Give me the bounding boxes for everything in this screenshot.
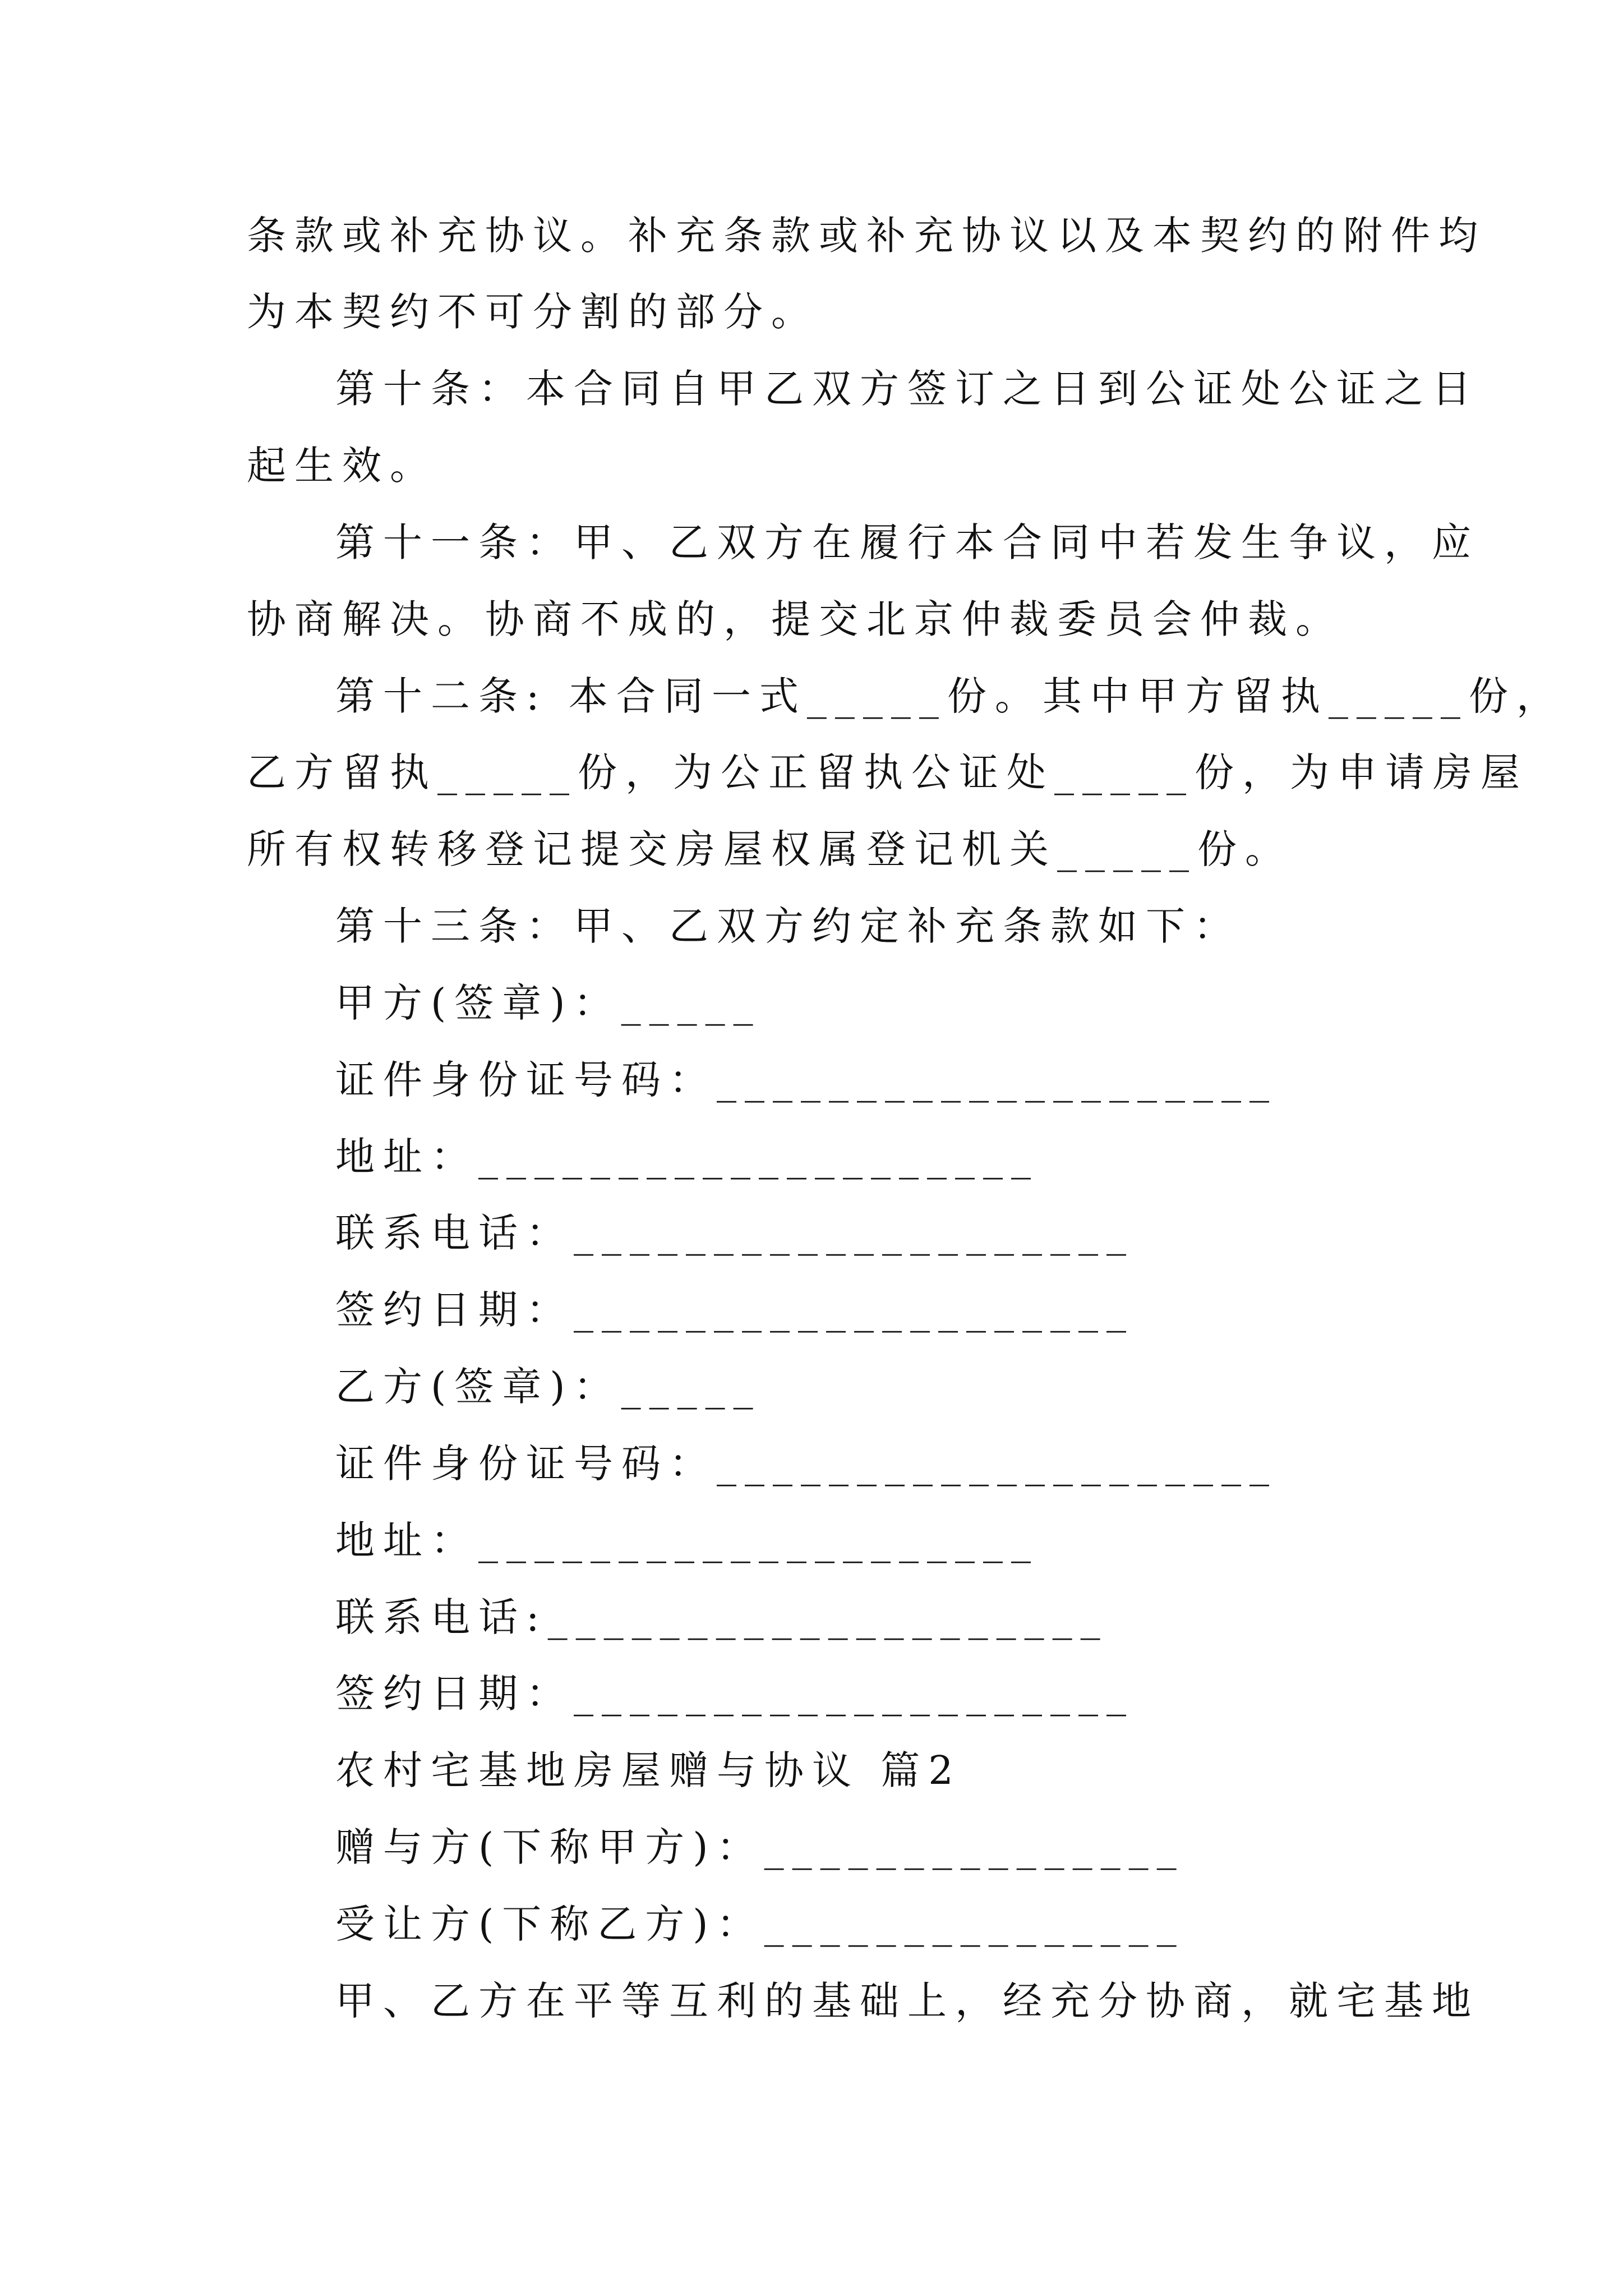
section-heading: 农村宅基地房屋赠与协议 篇2 (335, 1747, 962, 1793)
party-a-date-field: 签约日期：____________________ (335, 1287, 1135, 1333)
party-b-id-field: 证件身份证号码：____________________ (335, 1441, 1278, 1487)
recipient-field: 受让方(下称乙方)：_______________ (335, 1901, 1185, 1947)
clause-11: 第十一条：甲、乙双方在履行本合同中若发生争议，应 (335, 519, 1479, 565)
party-b-date-field: 签约日期：____________________ (335, 1671, 1135, 1717)
clause-13: 第十三条：甲、乙双方约定补充条款如下： (335, 903, 1241, 949)
paragraph-line: 所有权转移登记提交房屋权属登记机关_____份。 (247, 826, 1293, 872)
paragraph-line: 起生效。 (247, 443, 437, 489)
party-a-address-field: 地址：____________________ (335, 1134, 1039, 1180)
paragraph-line: 条款或补充协议。补充条款或补充协议以及本契约的附件均 (247, 213, 1486, 259)
paragraph-line: 为本契约不可分割的部分。 (247, 289, 819, 335)
party-b-phone-field: 联系电话:____________________ (335, 1594, 1109, 1640)
paragraph-line: 协商解决。协商不成的，提交北京仲裁委员会仲裁。 (247, 596, 1343, 642)
paragraph-line: 甲、乙方在平等互利的基础上，经充分协商，就宅基地 (335, 1978, 1479, 2024)
clause-10: 第十条：本合同自甲乙双方签订之日到公证处公证之日 (335, 366, 1479, 412)
donor-field: 赠与方(下称甲方)：_______________ (335, 1824, 1185, 1870)
paragraph-line: 乙方留执_____份，为公正留执公证处_____份，为申请房屋 (247, 749, 1528, 795)
party-a-signature-field: 甲方(签章)：_____ (335, 980, 762, 1026)
party-b-signature-field: 乙方(签章)：_____ (335, 1364, 762, 1410)
party-a-phone-field: 联系电话：____________________ (335, 1210, 1135, 1256)
clause-12: 第十二条: 本合同一式_____份。其中甲方留执_____份， (335, 673, 1564, 719)
party-a-id-field: 证件身份证号码：____________________ (335, 1057, 1278, 1103)
party-b-address-field: 地址：____________________ (335, 1517, 1039, 1563)
